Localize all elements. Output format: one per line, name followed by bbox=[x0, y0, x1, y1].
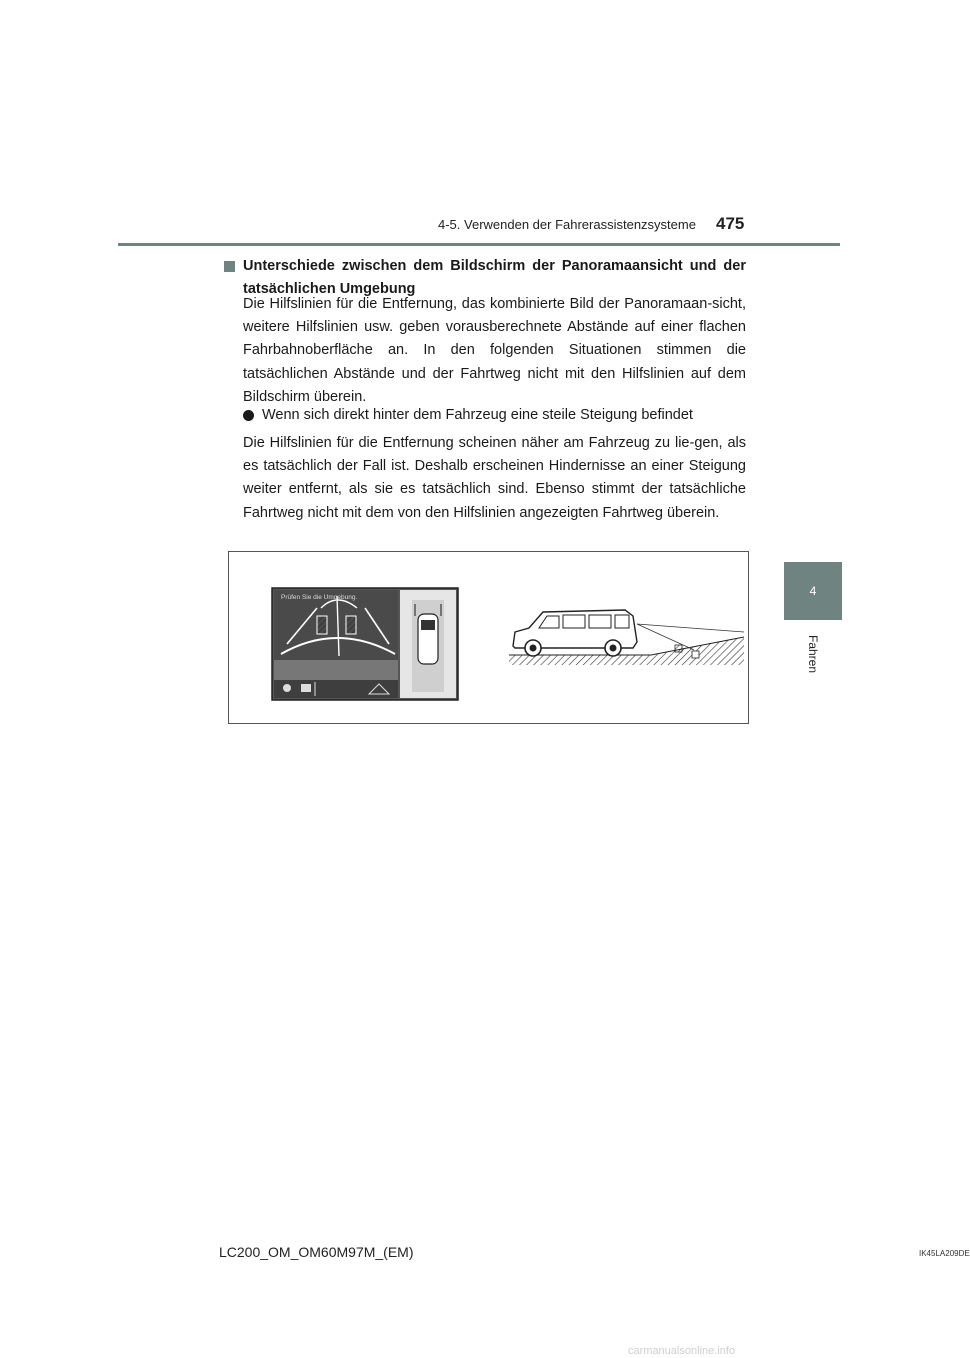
figure-code: IK45LA209DE bbox=[919, 1249, 970, 1258]
bullet-dot-icon bbox=[243, 410, 254, 421]
screen-banner: Prüfen Sie die Umgebung. bbox=[281, 594, 358, 601]
figure-illustration bbox=[229, 552, 748, 723]
bullet-item: Wenn sich direkt hinter dem Fahrzeug eine steile Steigung befindet bbox=[262, 407, 693, 423]
chapter-label: Fahren bbox=[806, 634, 820, 674]
bullet-detail-paragraph: Die Hilfslinien für die Entfernung scheinen näher am Fahrzeug zu lie-gen, als es tatsächlich der Fall ist. Deshalb erscheinen Hindernisse an einer Steigung weiter entfernt, als sie es tatsächlich sind. Ebenso stimmt der tatsächliche Fahrtweg nicht mit dem von den Hilfslinien angezeigten Fahrtweg überein. bbox=[243, 435, 746, 521]
chapter-tab-label bbox=[784, 625, 842, 685]
vehicle-on-slope bbox=[509, 610, 744, 665]
page-number: 475 bbox=[716, 214, 745, 233]
header-rule bbox=[118, 243, 840, 246]
footer-doc-code: LC200_OM_OM60M97M_(EM) bbox=[219, 1244, 414, 1260]
watermark: carmanualsonline.info bbox=[628, 1345, 736, 1357]
chapter-number: 4 bbox=[809, 584, 817, 598]
running-header: 4-5. Verwenden der Fahrerassistenzsysteme bbox=[438, 217, 696, 232]
monitor-screen bbox=[272, 588, 458, 700]
section-heading-text: Unterschiede zwischen dem Bildschirm der Panoramaansicht und der tatsächlichen Umgebung bbox=[243, 258, 746, 297]
chapter-tab bbox=[784, 562, 842, 620]
intro-paragraph: Die Hilfslinien für die Entfernung, das kombinierte Bild der Panoramaan-sicht, weitere Hilfslinien usw. geben vorausberechnete Abstände auf einer flachen Fahrbahnoberfläche an. In den folgenden Situationen stimmen die tatsächlichen Abstände und der Fahrtweg nicht mit den Hilfslinien auf dem Bildschirm überein. bbox=[243, 296, 746, 405]
